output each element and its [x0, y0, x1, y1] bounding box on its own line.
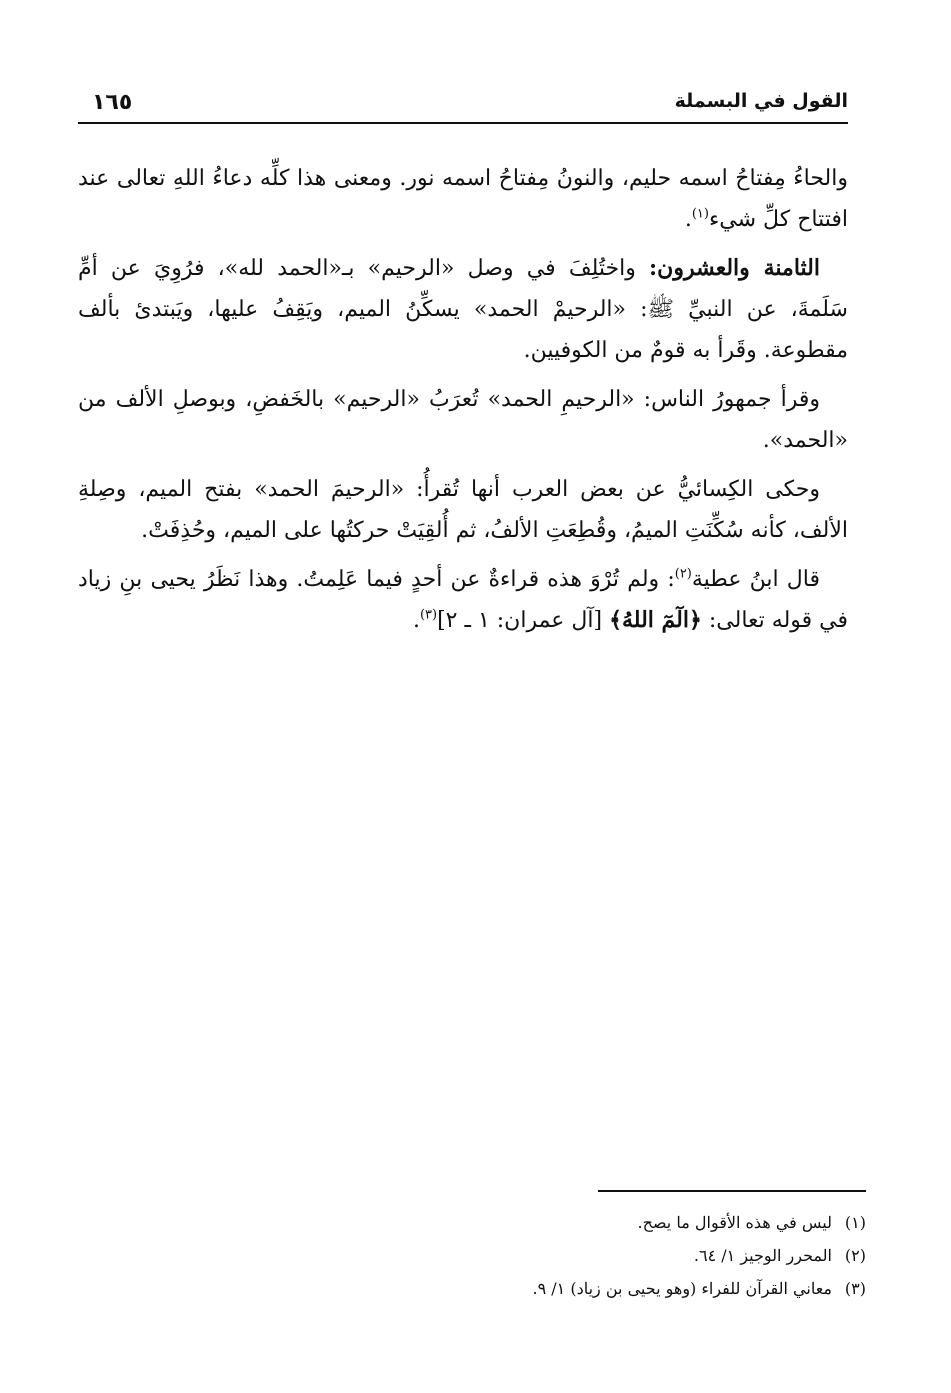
quran-quote: ﴿الٓمٓ اللهُ﴾ [609, 607, 702, 633]
quran-citation: [آل عمران: ١ ـ ٢] [437, 608, 610, 633]
footnote-ref-2[interactable]: (٢) [674, 566, 692, 582]
footnote-1-number: (١) [844, 1213, 866, 1232]
paragraph-1-tail: . [684, 207, 692, 232]
header-rule [78, 122, 848, 124]
paragraph-2-text: واختُلِفَ في وصل «الرحيم» بـ«الحمد لله»، فرُوِيَ عن أمِّ سَلَمةَ، عن النبيِّ ﷺ: «الرحيمْ الحمد» يسكِّنُ الميم، ويَقِفُ عليها، ويَبتدئ بألف مقطوعة. وقَرأ به قومٌ من الكوفيين. [78, 256, 848, 363]
paragraph-4 [78, 469, 848, 551]
footnote-1-text: ليس في هذه الأقوال ما يصح. [637, 1213, 832, 1232]
paragraph-2 [78, 248, 848, 371]
paragraph-5-text-middle: : ولم تُرْوَ هذه قراءةٌ عن أحدٍ فيما عَلِمتُ. وهذا نَظَرُ يحيى بنِ زياد في قوله تعالى: [78, 567, 848, 633]
paragraph-3 [78, 379, 848, 461]
footnote-ref-1[interactable]: (١) [691, 206, 709, 222]
paragraph-5-tail: . [412, 608, 420, 633]
footnote-2-number: (٢) [844, 1246, 866, 1265]
paragraph-5 [78, 559, 848, 641]
paragraph-1-text: والحاءُ مِفتاحُ اسمه حليم، والنونُ مِفتاحُ اسمه نور. ومعنى هذا كلِّه دعاءُ اللهِ تعالى عند افتتاح كلِّ شيء [78, 166, 848, 232]
running-header [78, 84, 848, 124]
paragraph-1 [78, 158, 848, 240]
paragraph-5-text-before: قال ابنُ عطية [691, 567, 820, 592]
footnotes-list [366, 1206, 866, 1305]
footnote-3 [366, 1272, 866, 1305]
footnote-1 [366, 1206, 866, 1239]
footnote-3-text: معاني القرآن للفراء (وهو يحيى بن زياد) ١/ ٩. [532, 1279, 832, 1298]
paragraph-2-heading: الثامنة والعشرون: [649, 255, 820, 281]
paragraph-3-text: وقرأ جمهورُ الناس: «الرحيمِ الحمد» تُعرَبُ «الرحيم» بالخَفضِ، وبوصلِ الألف من «الحمد». [78, 387, 848, 453]
page-number: ١٦٥ [92, 90, 133, 115]
paragraph-4-text: وحكى الكِسائيُّ عن بعض العرب أنها تُقرأُ: «الرحيمَ الحمد» بفتح الميم، وصِلةِ الألف، كأنه سُكِّنَتِ الميمُ، وقُطِعَتِ الألفُ، ثم أُلقِيَتْ حركتُها على الميم، وحُذِفَتْ. [78, 477, 848, 543]
footnotes-separator [598, 1190, 866, 1192]
chapter-title: القول في البسملة [674, 90, 848, 112]
footnote-2-text: المحرر الوجيز ١/ ٦٤. [693, 1246, 832, 1265]
body-text [78, 158, 848, 649]
footnote-3-number: (٣) [844, 1279, 866, 1298]
footnote-2 [366, 1239, 866, 1272]
footnote-ref-3[interactable]: (٣) [419, 607, 438, 623]
